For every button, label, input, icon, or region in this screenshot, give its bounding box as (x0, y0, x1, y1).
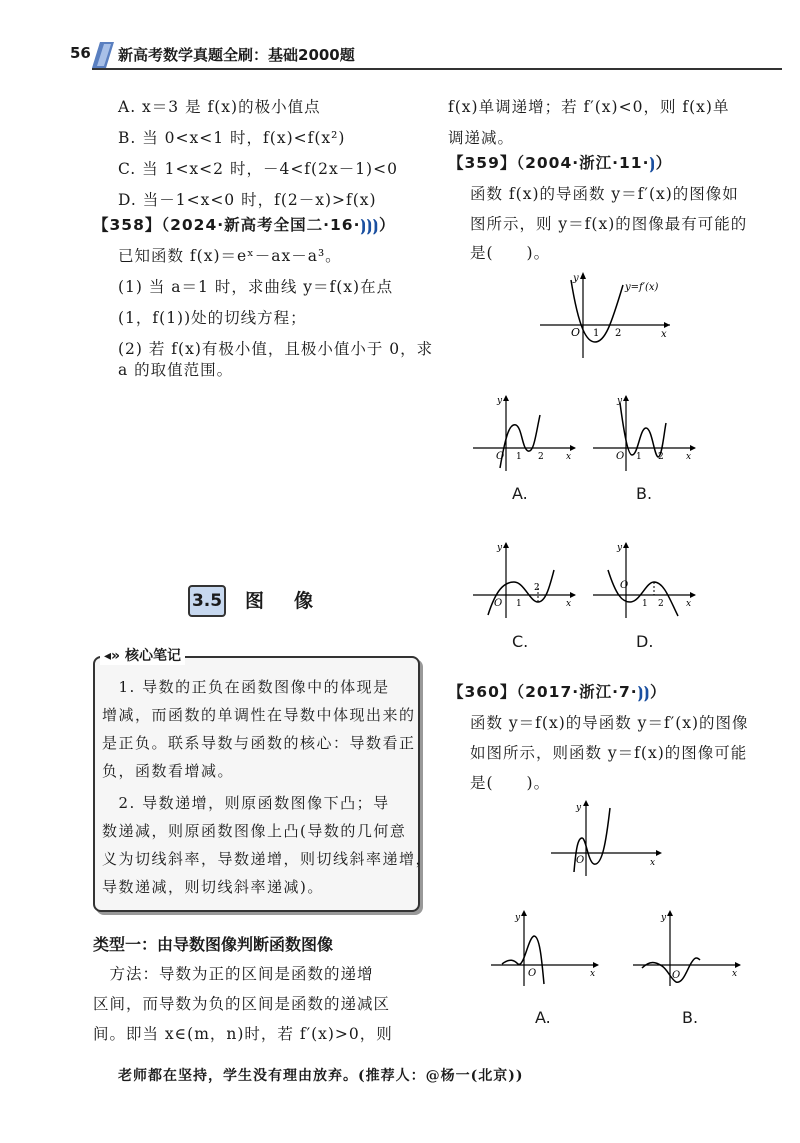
graph-tick-2: 2 (615, 328, 622, 339)
q357-option-a: A. x＝3 是 f(x)的极小值点 (118, 98, 321, 116)
q360-option-a-label: A. (535, 1008, 551, 1027)
svg-text:2: 2 (658, 452, 664, 462)
svg-text:O: O (616, 451, 625, 462)
q359-line: 图所示，则 y＝f(x)的图像最有可能的 (470, 215, 748, 233)
q359-option-d-label: D. (636, 632, 654, 651)
svg-text:2: 2 (534, 583, 540, 593)
q359-source: （2004·浙江·11· (516, 154, 650, 172)
type1-line: 方法：导数为正的区间是函数的递增 (93, 965, 374, 983)
q360-line: 函数 y＝f(x)的导函数 y＝f′(x)的图像 (470, 714, 749, 732)
svg-text:O: O (672, 970, 681, 981)
type-one-title: 类型一：由导数图像判断函数图像 (93, 935, 334, 954)
note-line: 是正负。联系导数与函数的核心：导数看正 (102, 734, 416, 752)
q358-header: 【358】（2024·新高考全国二·16·⦘⦘⦘） (93, 215, 396, 234)
book-logo-icon (92, 42, 114, 68)
q358-line: (1) 当 a＝1 时，求曲线 y＝f(x)在点 (118, 278, 394, 296)
q359-option-d-graph (590, 540, 700, 620)
header-divider (92, 68, 782, 70)
svg-text:y: y (617, 543, 623, 553)
svg-text:O: O (496, 451, 505, 462)
q357-option-d: D. 当－1<x<0 时，f(2－x)>f(x) (118, 191, 377, 209)
note-line: 2. 导数递增，则原函数图像下凸；导 (102, 794, 390, 812)
q360-option-a-graph (488, 908, 603, 988)
section-title: 图像 (245, 590, 344, 612)
svg-text:x: x (732, 969, 738, 979)
svg-text:y: y (661, 913, 667, 923)
q358-line: a 的取值范围。 (118, 361, 234, 379)
q357-option-b: B. 当 0<x<1 时，f(x)<f(x²) (118, 129, 346, 147)
continued-line: f(x)单调递增；若 f′(x)<0，则 f(x)单 (448, 98, 730, 116)
footer-quote: 老师都在坚持，学生没有理由放弃。(推荐人：@杨一(北京)) (118, 1068, 524, 1084)
svg-text:y: y (497, 396, 503, 406)
q360-source: （2017·浙江·7· (516, 683, 638, 701)
q358-number: 【358】 (93, 216, 162, 234)
q357-option-c: C. 当 1<x<2 时，－4<f(2x－1)<0 (118, 160, 398, 178)
q360-number: 【360】 (448, 683, 517, 701)
svg-text:2: 2 (538, 452, 544, 462)
difficulty-icon: ⦘⦘⦘ (360, 215, 379, 234)
q359-number: 【359】 (448, 154, 517, 172)
svg-text:x: x (566, 599, 572, 609)
svg-text:2: 2 (658, 599, 664, 609)
core-note-title: ◂» 核心笔记 (100, 645, 185, 665)
svg-text:1: 1 (516, 452, 522, 462)
svg-text:x: x (590, 969, 596, 979)
q360-option-b-label: B. (682, 1008, 699, 1027)
q359-line: 是( )。 (470, 244, 551, 262)
q358-source: （2024·新高考全国二·16· (161, 216, 361, 234)
svg-text:O: O (494, 598, 503, 609)
difficulty-icon: ⦘ (649, 153, 656, 172)
note-line: 数递减，则原函数图像上凸(导数的几何意 (102, 822, 407, 840)
q358-line: (2) 若 f(x)有极小值，且极小值小于 0，求 (118, 340, 434, 358)
q359-header: 【359】（2004·浙江·11·⦘） (448, 153, 673, 172)
note-line: 1. 导数的正负在函数图像中的体现是 (102, 678, 390, 696)
svg-text:1: 1 (516, 599, 522, 609)
q359-option-b-graph (590, 393, 700, 473)
svg-text:y: y (515, 913, 521, 923)
svg-text:O: O (528, 968, 537, 979)
section-number: 3.5 (188, 585, 226, 617)
q358-line: 已知函数 f(x)＝eˣ－ax－a³。 (118, 247, 342, 265)
q359-option-c-graph (470, 540, 580, 620)
svg-text:x: x (686, 452, 692, 462)
book-title: 新高考数学真题全刷：基础2000题 (118, 46, 355, 64)
page-number: 56 (70, 44, 91, 62)
svg-text:x: x (686, 599, 692, 609)
difficulty-icon: ⦘⦘ (637, 682, 651, 701)
q359-option-a-label: A. (512, 484, 528, 503)
svg-text:O: O (576, 855, 585, 866)
q360-line: 如图所示，则函数 y＝f(x)的图像可能 (470, 744, 748, 762)
graph-tick-1: 1 (593, 328, 600, 339)
svg-text:x: x (650, 858, 656, 868)
graph-x-label: x (661, 329, 667, 340)
q360-header: 【360】（2017·浙江·7·⦘⦘） (448, 682, 667, 701)
svg-text:O: O (620, 580, 629, 591)
note-line: 负，函数看增减。 (102, 762, 235, 780)
note-line: 导数递减，则切线斜率递减)。 (102, 878, 324, 896)
graph-origin-label: O (571, 326, 581, 339)
q359-line: 函数 f(x)的导函数 y＝f′(x)的图像如 (470, 185, 739, 203)
svg-text:1: 1 (642, 599, 648, 609)
svg-text:y: y (617, 396, 623, 406)
continued-line: 调递减。 (448, 129, 515, 147)
note-line: 增减，而函数的单调性在导数中体现出来的 (102, 706, 416, 724)
svg-text:y: y (576, 803, 582, 813)
q360-derivative-graph (548, 798, 668, 878)
q360-option-b-graph (630, 908, 745, 988)
q358-line: (1，f(1))处的切线方程； (118, 309, 307, 327)
svg-text:1: 1 (636, 452, 642, 462)
note-line: 义为切线斜率，导数递增，则切线斜率递增， (102, 850, 433, 868)
graph-function-label: y=f′(x) (625, 282, 659, 293)
q359-option-c-label: C. (512, 632, 529, 651)
q360-line: 是( )。 (470, 774, 551, 792)
svg-text:x: x (566, 452, 572, 462)
svg-text:y: y (497, 543, 503, 553)
q359-option-a-graph (470, 393, 580, 473)
type1-line: 间。即当 x∈(m，n)时，若 f′(x)>0，则 (93, 1025, 393, 1043)
graph-y-label: y (573, 273, 579, 284)
q359-option-b-label: B. (636, 484, 653, 503)
q359-derivative-graph (535, 270, 675, 360)
type1-line: 区间，而导数为负的区间是函数的递减区 (93, 995, 391, 1013)
